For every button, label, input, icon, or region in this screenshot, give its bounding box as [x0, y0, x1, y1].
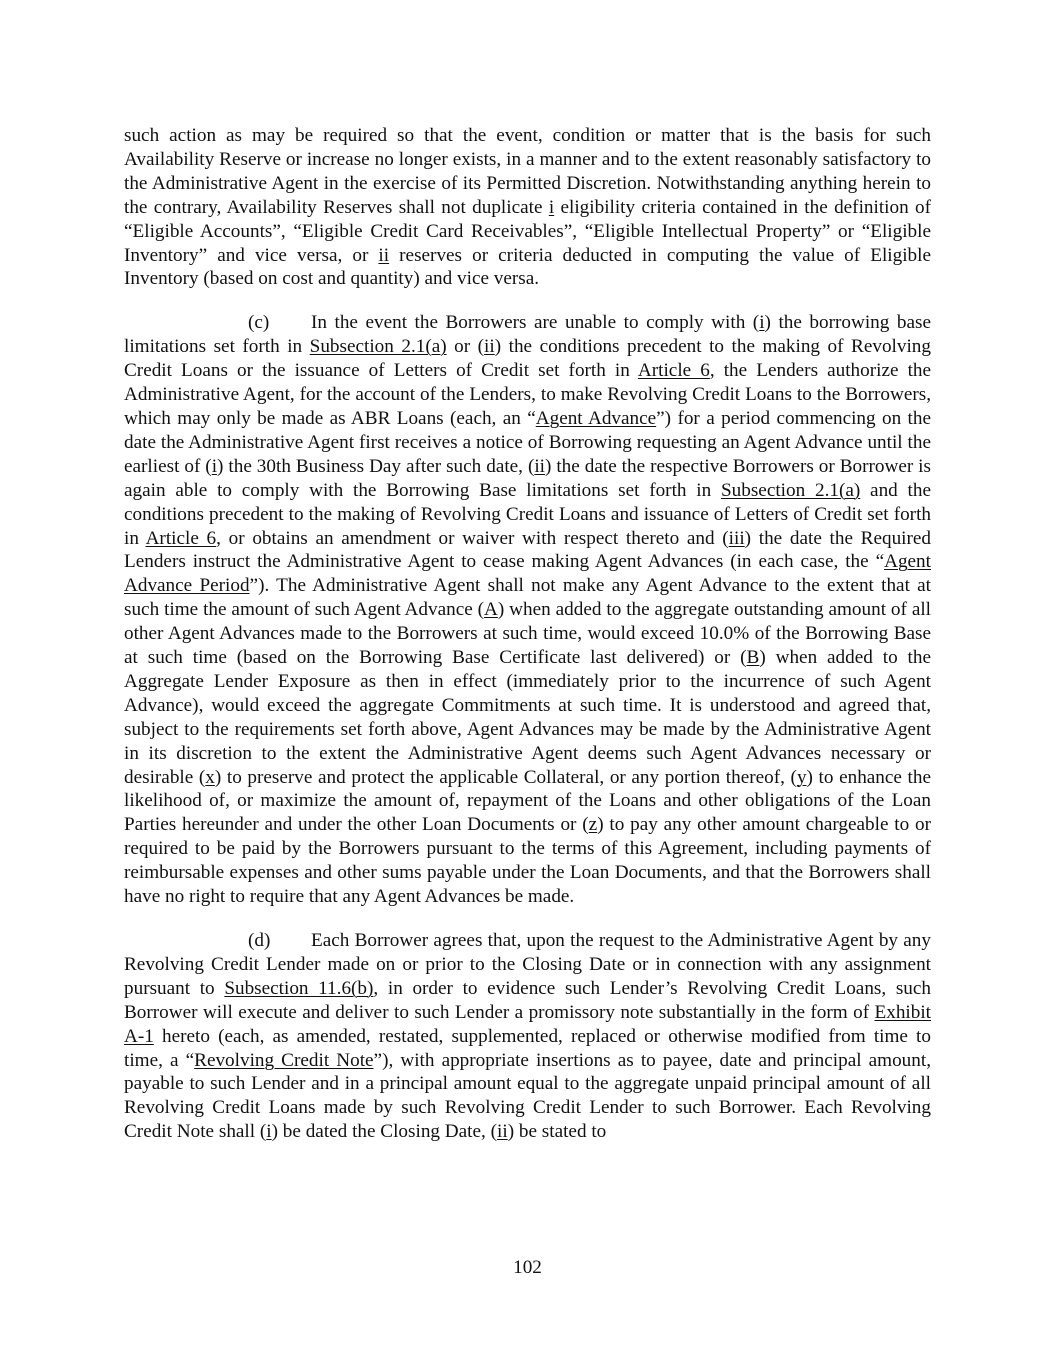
underlined-reference: Subsection 2.1(a) — [720, 479, 861, 501]
underlined-reference: ii — [534, 455, 545, 477]
text-run: , in order to evidence such Lender’s Revolving Credit Loans, such Borrower will execute and deliver to such Lender a promissory note substantially in the form of — [124, 977, 931, 1023]
text-run: ) to preserve and protect the applicable Collateral, or any portion thereof, ( — [214, 766, 797, 788]
underlined-reference: Article 6 — [145, 527, 217, 549]
text-run: ) to pay any other amount chargeable to or required to be paid by the Borrowers pursuant to the terms of this Agreement, including payments of reimbursable expenses and other sums payable under the Loan Documents, and that the Borrowers shall have no right to require that any Agent Advances be made. — [124, 814, 931, 908]
text-run: ) the date the Required Lenders instruct the Administrative Agent to cease making Agent Advances (in each case, the “ — [124, 527, 932, 573]
underlined-reference: ii — [378, 244, 390, 266]
text-run: ) when added to the aggregate outstanding amount of all other Agent Advances made to the Borrowers at such time, would exceed 10.0% of the Borrowing Base at such time (based on the Borrowing Base Certificate last delivered) or ( — [124, 599, 931, 669]
paragraph-continuation — [124, 124, 931, 291]
underlined-reference: Revolving Credit Note — [194, 1049, 374, 1071]
text-run: ) the borrowing base limitations set forth in — [124, 312, 931, 358]
page-number: 102 — [513, 1257, 542, 1278]
underlined-reference: iii — [728, 527, 745, 549]
underlined-reference: Subsection 2.1(a) — [309, 336, 447, 358]
text-run: ) when added to the Aggregate Lender Exposure as then in effect (immediately prior to the incurrence of such Agent Advance), would exceed the aggregate Commitments at such time. It is understood and agreed that, subject to the requirements set forth above, Agent Advances may be made by the Administrative Agent in its discretion to the extent the Administrative Agent deems such Agent Advances necessary or desirable ( — [124, 647, 931, 788]
paragraph-marker: (d) — [248, 930, 271, 951]
underlined-reference: i — [548, 196, 555, 218]
underlined-reference: B — [746, 647, 760, 669]
text-run: Each Borrower agrees that, upon the request to the Administrative Agent by any Revolving Credit Lender made on or prior to the Closing Date or in connection with any assignment pursuant to — [124, 930, 931, 999]
text-run: ”), with appropriate insertions as to payee, date and principal amount, payable to such Lender and in a principal amount equal to the aggregate unpaid principal amount of all Revolving Credit Loans made by such Revolving Credit Lender to such Borrower. Each Revolving Credit Note shall ( — [124, 1049, 931, 1143]
text-run: ”) for a period commencing on the date the Administrative Agent first receives a notice of Borrowing requesting an Agent Advance until the earliest of ( — [124, 407, 931, 477]
underlined-reference: x — [205, 766, 215, 788]
paragraph-subsection-c — [124, 311, 931, 909]
underlined-reference: i — [211, 455, 218, 477]
text-run: such action as may be required so that the event, condition or matter that is the basis for such Availability Reserve or increase no longer exists, in a manner and to the extent reasonably satisfactory to the Administrative Agent in the exercise of its Permitted Discretion. Notwithstanding anything herein to the contrary, Availability Reserves shall not duplicate — [124, 125, 931, 218]
text-run: , or obtains an amendment or waiver with respect thereto and ( — [216, 527, 729, 549]
text-run: In the event the Borrowers are unable to comply with ( — [311, 312, 760, 334]
underlined-reference: Exhibit A-1 — [124, 1001, 931, 1047]
text-run: ) the conditions precedent to the making of Revolving Credit Loans or the issuance of Letters of Credit set forth in — [124, 336, 931, 382]
text-run: ) be dated the Closing Date, ( — [271, 1121, 498, 1143]
underlined-reference: z — [588, 814, 598, 836]
underlined-reference: i — [759, 312, 765, 334]
underlined-reference: y — [796, 766, 807, 788]
underlined-reference: ii — [497, 1121, 508, 1143]
text-run: ”). The Administrative Agent shall not make any Agent Advance to the extent that at such time the amount of such Agent Advance ( — [124, 575, 931, 621]
paragraph-subsection-d — [124, 929, 931, 1144]
underlined-reference: Agent Advance — [535, 407, 657, 429]
body-text — [124, 124, 931, 1164]
underlined-reference: ii — [484, 336, 495, 358]
underlined-reference: Article 6 — [637, 360, 710, 382]
text-run: , the Lenders authorize the Administrative Agent, for the account of the Lenders, to make Revolving Credit Loans to the Borrowers, which may only be made as ABR Loans (each, an “ — [124, 360, 932, 429]
text-run: ) the 30th Business Day after such date, ( — [217, 455, 535, 477]
paragraph-marker: (c) — [248, 312, 270, 334]
underlined-reference: A — [484, 599, 498, 621]
underlined-reference: i — [266, 1121, 272, 1143]
text-run: ) the date the respective Borrowers or Borrower is again able to comply with the Borrowing Base limitations set forth in — [124, 455, 931, 501]
text-run: ) to enhance the likelihood of, or maximize the amount of, repayment of the Loans and other obligations of the Loan Parties hereunder and under the other Loan Documents or ( — [124, 766, 931, 836]
underlined-reference: Agent Advance Period — [124, 551, 931, 597]
text-run: or ( — [446, 336, 485, 358]
text-run: eligibility criteria contained in the definition of “Eligible Accounts”, “Eligible Credit Card Receivables”, “Eligible Intellectual Property” or “Eligible Inventory” and vice versa, or — [124, 196, 931, 266]
text-run: ) be stated to — [507, 1121, 607, 1143]
text-run: hereto (each, as amended, restated, supplemented, replaced or otherwise modified from time to time, a “ — [124, 1025, 931, 1071]
underlined-reference: Subsection 11.6(b) — [224, 977, 374, 999]
text-run: and the conditions precedent to the making of Revolving Credit Loans and issuance of Letters of Credit set forth in — [124, 479, 931, 549]
text-run: reserves or criteria deducted in computing the value of Eligible Inventory (based on cost and quantity) and vice versa. — [124, 244, 931, 290]
